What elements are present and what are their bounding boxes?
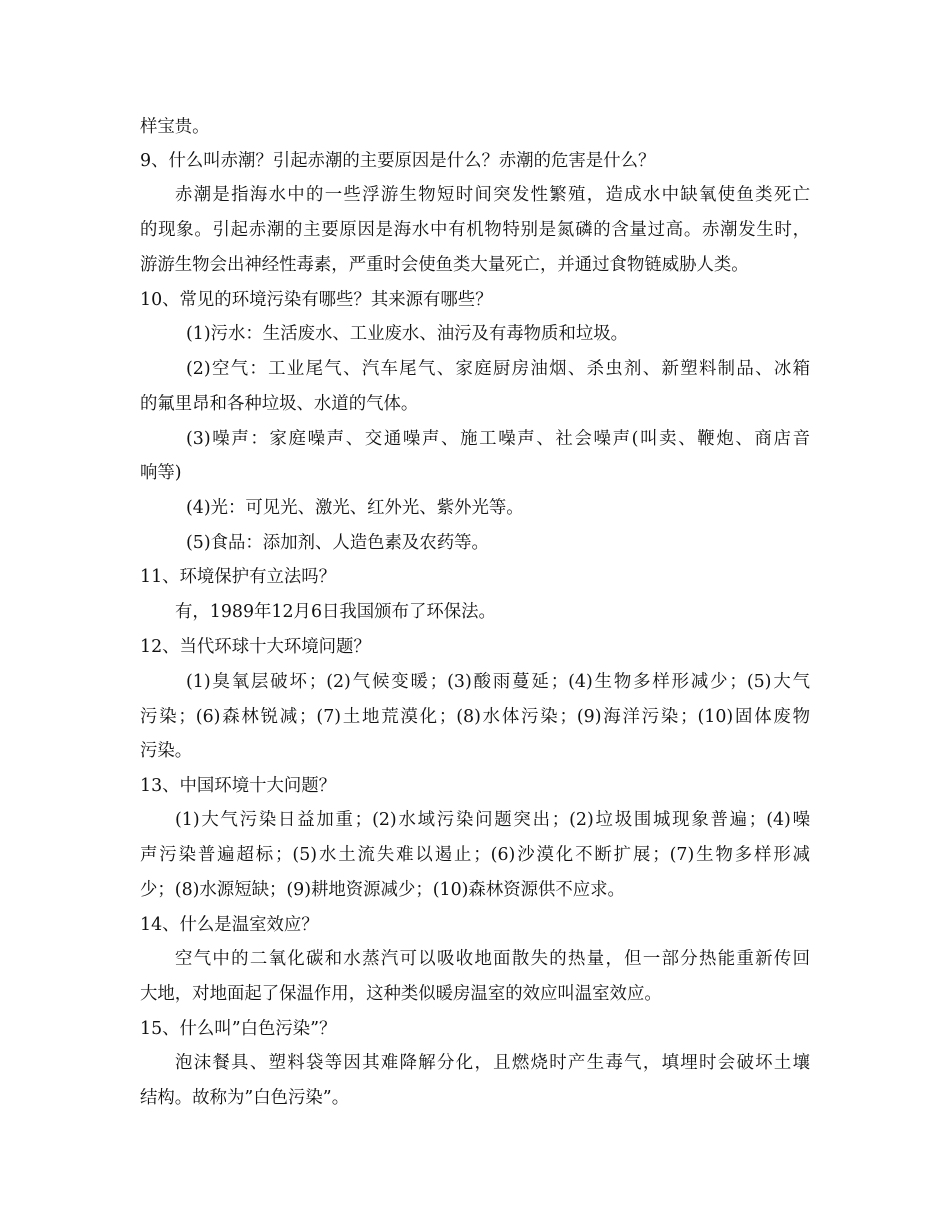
text-line: (4)光：可见光、激光、红外光、紫外光等。 xyxy=(186,498,524,518)
text-line: (1)大气污染日益加重；(2)水域污染问题突出；(2)垃圾围城现象普遍；(4)噪 xyxy=(175,810,810,830)
text-line: 15、什么叫”白色污染”？ xyxy=(140,1019,337,1039)
text-line: (5)食品：添加剂、人造色素及农药等。 xyxy=(186,533,489,553)
text-line: 大地，对地面起了保温作用，这种类似暖房温室的效应叫温室效应。 xyxy=(140,984,662,1004)
text-line: 响等) xyxy=(140,463,182,483)
text-line: 泡沫餐具、塑料袋等因其难降解分化，且燃烧时产生毒气，填埋时会破坏土壤 xyxy=(175,1053,810,1073)
text-line: 10、常见的环境污染有哪些？其来源有哪些？ xyxy=(140,290,493,310)
text-line: (1)污水：生活废水、工业废水、油污及有毒物质和垃圾。 xyxy=(186,324,629,344)
text-line: 11、环境保护有立法吗？ xyxy=(140,567,337,587)
text-line: 的现象。引起赤潮的主要原因是海水中有机物特别是氮磷的含量过高。赤潮发生时， xyxy=(140,220,810,240)
text-line: (3)噪声：家庭噪声、交通噪声、施工噪声、社会噪声(叫卖、鞭炮、商店音 xyxy=(186,429,810,449)
text-line: 14、什么是温室效应？ xyxy=(140,915,319,935)
text-line: 游游生物会出神经性毒素，严重时会使鱼类大量死亡，并通过食物链威胁人类。 xyxy=(140,255,749,275)
text-line: 声污染普遍超标；(5)水土流失难以遏止；(6)沙漠化不断扩展；(7)生物多样形减 xyxy=(140,845,810,865)
text-line: 样宝贵。 xyxy=(140,117,210,137)
text-line: 污染；(6)森林锐减；(7)土地荒漠化；(8)水体污染；(9)海洋污染；(10)固体废物 xyxy=(140,707,810,727)
text-line: 的氟里昂和各种垃圾、水道的气体。 xyxy=(140,394,419,414)
text-line: 少；(8)水源短缺；(9)耕地资源减少；(10)森林资源供不应求。 xyxy=(140,880,625,900)
text-line: (1)臭氧层破坏；(2)气候变暖；(3)酸雨蔓延；(4)生物多样形减少；(5)大气 xyxy=(186,672,810,692)
text-line: 有，1989年12月6日我国颁布了环保法。 xyxy=(175,602,496,622)
text-line: (2)空气：工业尾气、汽车尾气、家庭厨房油烟、杀虫剂、新塑料制品、冰箱 xyxy=(186,359,810,379)
text-line: 13、中国环境十大问题？ xyxy=(140,776,337,796)
text-line: 结构。故称为”白色污染”。 xyxy=(140,1088,350,1108)
text-line: 12、当代环球十大环境问题？ xyxy=(140,637,371,657)
text-line: 空气中的二氧化碳和水蒸汽可以吸收地面散失的热量，但一部分热能重新传回 xyxy=(175,949,810,969)
text-line: 污染。 xyxy=(140,741,193,761)
text-line: 9、什么叫赤潮？引起赤潮的主要原因是什么？赤潮的危害是什么？ xyxy=(140,151,656,171)
text-line: 赤潮是指海水中的一些浮游生物短时间突发性繁殖，造成水中缺氧使鱼类死亡 xyxy=(175,185,810,205)
